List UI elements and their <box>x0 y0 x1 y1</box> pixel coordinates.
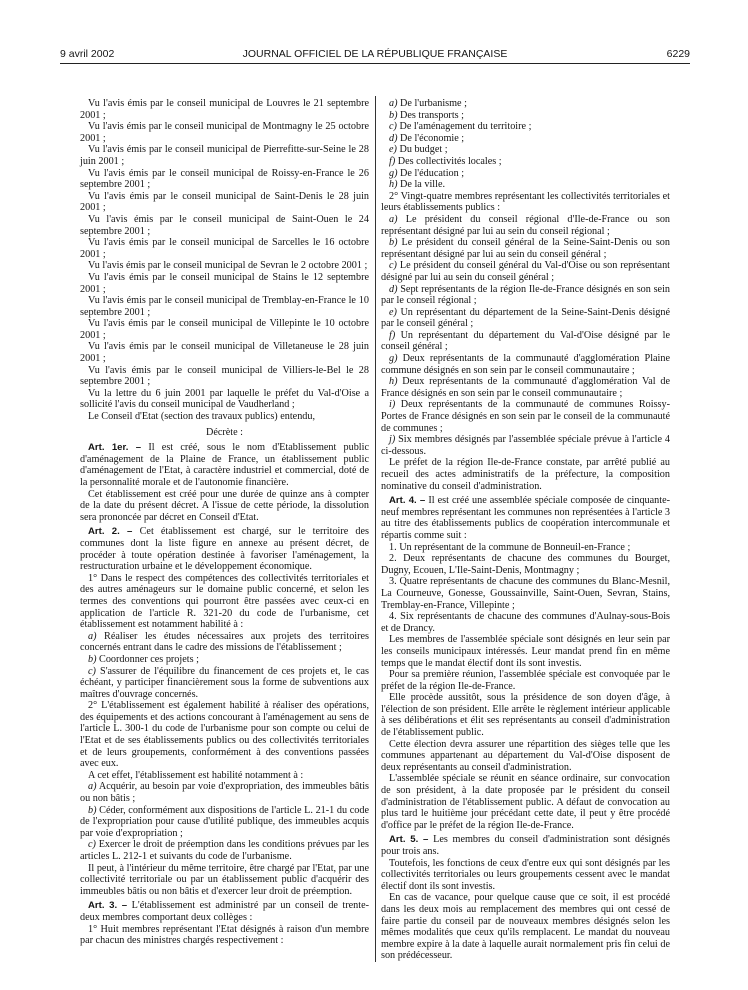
paragraph-text: A cet effet, l'établissement est habilité notamment à : <box>88 769 304 781</box>
item-label: c) <box>88 839 96 851</box>
paragraph <box>80 489 369 524</box>
paragraph <box>381 773 670 831</box>
item-label: d) <box>389 132 398 144</box>
paragraph <box>381 307 670 330</box>
article-label: Art. 3. – <box>88 900 132 912</box>
paragraph-text: Deux représentants de la communauté de communes Roissy-Portes de France désignés en son sein par le conseil de la communauté de communes ; <box>381 399 670 434</box>
header-rule <box>60 63 690 64</box>
paragraph-text: Le Conseil d'Etat (section des travaux publics) entendu, <box>88 411 316 423</box>
article-paragraph <box>80 442 369 488</box>
paragraph-text: Il est créé une assemblée spéciale composée de cinquante-neuf membres représentant les communes non représentées à l'article 3 au titre des établissements publics de coopération intercommunale et répartis comme suit : <box>381 495 670 541</box>
paragraph <box>80 191 369 214</box>
paragraph-text: Vu l'avis émis par le conseil municipal de Montmagny le 25 octobre 2001 ; <box>80 121 369 144</box>
paragraph <box>80 654 369 666</box>
paragraph-text: Deux représentants de la communauté d'agglomération Val de France désignés en son sein par le conseil communautaire ; <box>381 376 670 399</box>
paragraph <box>80 427 369 439</box>
paragraph <box>80 214 369 237</box>
paragraph-text: Vu l'avis émis par le conseil municipal de Villiers-le-Bel le 28 septembre 2001 ; <box>80 364 369 388</box>
item-label: a) <box>389 98 398 109</box>
paragraph-text: S'assurer de l'équilibre du financement de ces projets et, le cas échéant, y participer financièrement sous la forme de subventions aux maîtres d'ouvrage concernés. <box>80 665 369 700</box>
paragraph <box>80 168 369 191</box>
paragraph <box>80 573 369 631</box>
item-label: c) <box>389 121 397 133</box>
paragraph <box>80 260 369 272</box>
paragraph-text: Il est créé, sous le nom d'Etablissement public d'aménagement de la Plaine de France, un établissement public d'aménagement de l'Etat, à caractère industriel et commercial, doté de la personnalité morale et de l'autonomie financière. <box>80 442 369 488</box>
paragraph-text: Pour sa première réunion, l'assemblée spéciale est convoquée par le préfet de la région Ile-de-France. <box>381 669 670 692</box>
paragraph <box>80 388 369 411</box>
paragraph <box>381 692 670 738</box>
paragraph <box>80 770 369 782</box>
column-divider <box>375 96 376 962</box>
paragraph <box>381 110 670 122</box>
paragraph <box>80 237 369 260</box>
paragraph <box>80 144 369 167</box>
paragraph-text: Sept représentants de la région Ile-de-France désignés en son sein par le conseil régional ; <box>381 283 671 307</box>
paragraph <box>381 434 670 457</box>
item-label: c) <box>389 260 397 272</box>
article-paragraph <box>381 834 670 857</box>
paragraph <box>381 144 670 156</box>
item-label: e) <box>389 306 397 318</box>
paragraph <box>381 168 670 180</box>
item-label: e) <box>389 144 397 156</box>
paragraph-text: Cette élection devra assurer une répartition des sièges telle que les communes appartenant au département du Val-d'Oise disposent de deux représentants au conseil d'administration. <box>381 738 670 773</box>
paragraph <box>80 700 369 770</box>
paragraph-text: Vu l'avis émis par le conseil municipal de Louvres le 21 septembre 2001 ; <box>80 98 369 121</box>
paragraph-text: 1° Huit membres représentant l'Etat désignés à raison d'un membre par chacun des ministres chargés respectivement : <box>80 923 369 947</box>
paragraph-text: L'assemblée spéciale se réunit en séance ordinaire, sur convocation de son président, à la date proposée par le président du conseil d'administration de l'établissement public. A défaut de convocation au plus tard le huitième jour précédant cette date, il peut y être procédé d'office par le préfet de la région Ile-de-France. <box>381 773 670 831</box>
page-header <box>60 48 690 62</box>
paragraph-text: Un représentant du département de la Seine-Saint-Denis désigné par le conseil général ; <box>381 306 670 330</box>
item-label: d) <box>389 283 398 295</box>
paragraph <box>381 634 670 669</box>
paragraph-text: Vu l'avis émis par le conseil municipal de Villepinte le 10 octobre 2001 ; <box>80 318 369 341</box>
paragraph <box>80 365 369 388</box>
paragraph <box>80 411 369 423</box>
paragraph <box>80 295 369 318</box>
paragraph-text: 3. Quatre représentants de chacune des communes du Blanc-Mesnil, La Courneuve, Gonesse, Goussainville, Saint-Ouen, Sevran, Stains, Tremblay-en-France, Villepinte ; <box>381 576 670 611</box>
paragraph <box>381 739 670 774</box>
paragraph <box>381 284 670 307</box>
paragraph-text: Du budget ; <box>399 144 448 156</box>
paragraph <box>80 666 369 701</box>
paragraph-text: Coordonner ces projets ; <box>99 653 199 665</box>
item-label: f) <box>389 155 396 167</box>
paragraph-text: Vu l'avis émis par le conseil municipal de Sarcelles le 16 octobre 2001 ; <box>80 237 369 260</box>
paragraph <box>381 892 670 962</box>
paragraph <box>80 318 369 341</box>
paragraph-text: Vu l'avis émis par le conseil municipal de Stains le 12 septembre 2001 ; <box>80 271 369 295</box>
paragraph-text: Le président du conseil général du Val-d'Oise ou son représentant désigné par lui au sein du conseil général ; <box>381 260 671 283</box>
paragraph-text: Décrète : <box>205 426 244 438</box>
paragraph-text: Six membres désignés par l'assemblée spéciale prévue à l'article 4 ci-dessous. <box>381 434 671 457</box>
paragraph <box>381 98 670 110</box>
item-label: c) <box>88 665 96 677</box>
paragraph-text: Les membres du conseil d'administration sont désignés pour trois ans. <box>381 834 671 857</box>
paragraph-text: En cas de vacance, pour quelque cause que ce soit, il est procédé dans les deux mois au remplacement des membres qui ont cessé de faire partie du conseil par de nouveaux membres désignés selon les mêmes modalités que ceux qu'ils remplacent. Le mandat du nouveau membre expire à la date à laquelle aurait normalement pris fin celui de son prédécesseur. <box>381 892 670 962</box>
item-label: g) <box>389 353 398 365</box>
paragraph <box>381 260 670 283</box>
item-label: b) <box>88 804 97 816</box>
item-label: b) <box>88 653 97 665</box>
paragraph <box>381 542 670 554</box>
paragraph-text: De l'éducation ; <box>400 167 465 179</box>
paragraph-text: De l'urbanisme ; <box>400 98 467 109</box>
paragraph <box>80 924 369 947</box>
paragraph-text: Céder, conformément aux dispositions de l'article L. 21-1 du code de l'expropriation pour cause d'utilité publique, des immeubles acquis par voie d'expropriation ; <box>80 804 370 839</box>
paragraph <box>381 576 670 611</box>
item-label: a) <box>88 781 97 793</box>
item-label: j) <box>389 434 396 446</box>
paragraph <box>381 611 670 634</box>
paragraph-text: Deux représentants de la communauté d'agglomération Plaine commune désignés en son sein par le conseil communautaire ; <box>381 353 670 376</box>
paragraph <box>80 98 369 121</box>
paragraph <box>381 133 670 145</box>
paragraph <box>381 399 670 434</box>
paragraph <box>381 858 670 893</box>
page-number: 6229 <box>666 48 690 60</box>
paragraph-text: Elle procède aussitôt, sous la présidence de son doyen d'âge, à l'élection de son président. Elle arrête le règlement intérieur applicable à ses délibérations et élit ses représentants au conseil d'administration de l'établissement public. <box>381 692 670 739</box>
paragraph-text: Vu l'avis émis par le conseil municipal de Villetaneuse le 28 juin 2001 ; <box>80 341 369 365</box>
paragraph <box>381 191 670 214</box>
paragraph-text: Vu l'avis émis par le conseil municipal de Roissy-en-France le 26 septembre 2001 ; <box>80 167 369 191</box>
item-label: i) <box>389 399 396 411</box>
paragraph-text: De l'aménagement du territoire ; <box>399 121 532 133</box>
issue-date: 9 avril 2002 <box>60 48 115 60</box>
item-label: b) <box>389 237 398 249</box>
paragraph-text: Vu l'avis émis par le conseil municipal de Sevran le 2 octobre 2001 ; <box>88 260 368 272</box>
article-paragraph <box>381 495 670 541</box>
article-label: Art. 1er. – <box>88 442 149 454</box>
paragraph-text: Vu l'avis émis par le conseil municipal de Saint-Ouen le 24 septembre 2001 ; <box>80 213 369 237</box>
paragraph-text: 1° Dans le respect des compétences des collectivités territoriales et des autres aménageurs sur le domaine public concerné, et selon les termes des conventions qui pourront être passées avec ceux-ci en application de l'article R. 321-20 du code de l'urbanisme, cet établissement est notamment habilité à : <box>80 572 369 631</box>
paragraph <box>381 179 670 191</box>
paragraph-text: Exercer le droit de préemption dans les conditions prévues par les articles L. 212-1 et suivants du code de l'urbanisme. <box>80 839 370 862</box>
paragraph <box>381 457 670 492</box>
paragraph-text: 2. Deux représentants de chacune des communes du Bourget, Dugny, Ecouen, L'Ile-Saint-Denis, Montmagny ; <box>381 553 670 576</box>
paragraph-text: 1. Un représentant de la commune de Bonneuil-en-France ; <box>389 541 631 553</box>
item-label: h) <box>389 376 398 388</box>
article-label: Art. 4. – <box>389 495 429 507</box>
article-label: Art. 2. – <box>88 526 140 538</box>
article-label: Art. 5. – <box>389 834 434 846</box>
paragraph-text: 2° Vingt-quatre membres représentant les collectivités territoriales et leurs établissements publics : <box>381 190 670 214</box>
paragraph-text: Un représentant du département du Val-d'Oise désigné par le conseil général ; <box>381 329 670 353</box>
paragraph <box>381 553 670 576</box>
paragraph-text: Cet établissement est chargé, sur le territoire des communes dont la liste figure en annexe au présent décret, de procéder à toute opération destinée à favoriser l'aménagement, la restructuration urbaine et le développement économique. <box>80 526 369 573</box>
journal-title: JOURNAL OFFICIEL DE LA RÉPUBLIQUE FRANÇAISE <box>242 48 508 60</box>
paragraph-text: L'établissement est administré par un conseil de trente-deux membres comportant deux collèges : <box>80 900 370 923</box>
paragraph-text: Des transports ; <box>400 109 464 121</box>
paragraph-text: Des collectivités locales ; <box>397 155 502 167</box>
paragraph <box>381 669 670 692</box>
paragraph-text: Vu l'avis émis par le conseil municipal de Tremblay-en-France le 10 septembre 2001 ; <box>80 295 369 318</box>
paragraph <box>381 353 670 376</box>
paragraph <box>80 341 369 364</box>
paragraph-text: Réaliser les études nécessaires aux projets des territoires concernés entrant dans le cadre des missions de l'établissement ; <box>80 630 369 654</box>
paragraph <box>381 121 670 133</box>
paragraph <box>381 156 670 168</box>
paragraph-text: Le président du conseil général de la Seine-Saint-Denis ou son représentant désigné par lui au sein du conseil général ; <box>381 237 670 260</box>
paragraph-text: Il peut, à l'intérieur du même territoire, être chargé par l'Etat, par une collectivité territoriale ou par un établissement public d'acquérir des immeubles bâtis ou non bâtis et d'exercer leur droit de préemption. <box>80 862 369 897</box>
paragraph <box>80 863 369 898</box>
paragraph-text: Toutefois, les fonctions de ceux d'entre eux qui sont désignés par les collectivités territoriales ou leurs groupements cessent avec le mandat électif dont ils sont investis. <box>381 857 670 892</box>
item-label: f) <box>389 329 396 341</box>
paragraph-text: Vu l'avis émis par le conseil municipal de Pierrefitte-sur-Seine le 28 juin 2001 ; <box>80 144 369 167</box>
paragraph-text: Cet établissement est créé pour une durée de quinze ans à compter de la date du présent décret. A l'issue de cette période, la dissolution sera prononcée par décret en Conseil d'Etat. <box>80 488 369 523</box>
paragraph-text: Acquérir, au besoin par voie d'expropriation, des immeubles bâtis ou non bâtis ; <box>80 781 369 805</box>
paragraph <box>80 121 369 144</box>
article-paragraph <box>80 900 369 923</box>
paragraph-text: Le préfet de la région Ile-de-France constate, par arrêté publié au recueil des actes administratifs de la préfecture, la composition nominative du conseil d'administration. <box>381 457 670 492</box>
item-label: a) <box>88 630 97 642</box>
paragraph <box>381 214 670 237</box>
paragraph <box>381 237 670 260</box>
paragraph-text: 2° L'établissement est également habilité à réaliser des opérations, des équipements et des actions concourant à l'aménagement au sens de l'article L. 300-1 du code de l'urbanisme pour son compte ou celui de l'Etat et de ses établissements publics ou des collectivités territoriales et de leurs groupements, conformément à des conventions passées avec eux. <box>80 700 369 770</box>
item-label: h) <box>389 179 398 191</box>
paragraph <box>381 376 670 399</box>
item-label: g) <box>389 167 398 179</box>
item-label: b) <box>389 109 398 121</box>
paragraph <box>80 839 369 862</box>
paragraph-text: Vu la lettre du 6 juin 2001 par laquelle le préfet du Val-d'Oise a sollicité l'avis du conseil municipal de Vaudherland ; <box>80 387 369 411</box>
paragraph-text: De la ville. <box>400 179 446 191</box>
paragraph-text: Les membres de l'assemblée spéciale sont désignés en leur sein par les conseils municipaux intéressés. Leur mandat prend fin en même temps que le mandat électif dont ils sont investis. <box>381 634 670 669</box>
paragraph <box>381 330 670 353</box>
paragraph-text: De l'économie ; <box>400 132 465 144</box>
right-column <box>381 98 670 962</box>
paragraph <box>80 631 369 654</box>
item-label: a) <box>389 213 398 225</box>
paragraph <box>80 781 369 804</box>
left-column <box>80 98 369 947</box>
paragraph-text: Le président du conseil régional d'Ile-de-France ou son représentant désigné par lui au sein du conseil régional ; <box>381 213 671 237</box>
paragraph <box>80 272 369 295</box>
paragraph-text: 4. Six représentants de chacune des communes d'Aulnay-sous-Bois et de Drancy. <box>381 611 670 634</box>
paragraph-text: Vu l'avis émis par le conseil municipal de Saint-Denis le 28 juin 2001 ; <box>80 190 369 214</box>
article-paragraph <box>80 526 369 572</box>
paragraph <box>80 805 369 840</box>
